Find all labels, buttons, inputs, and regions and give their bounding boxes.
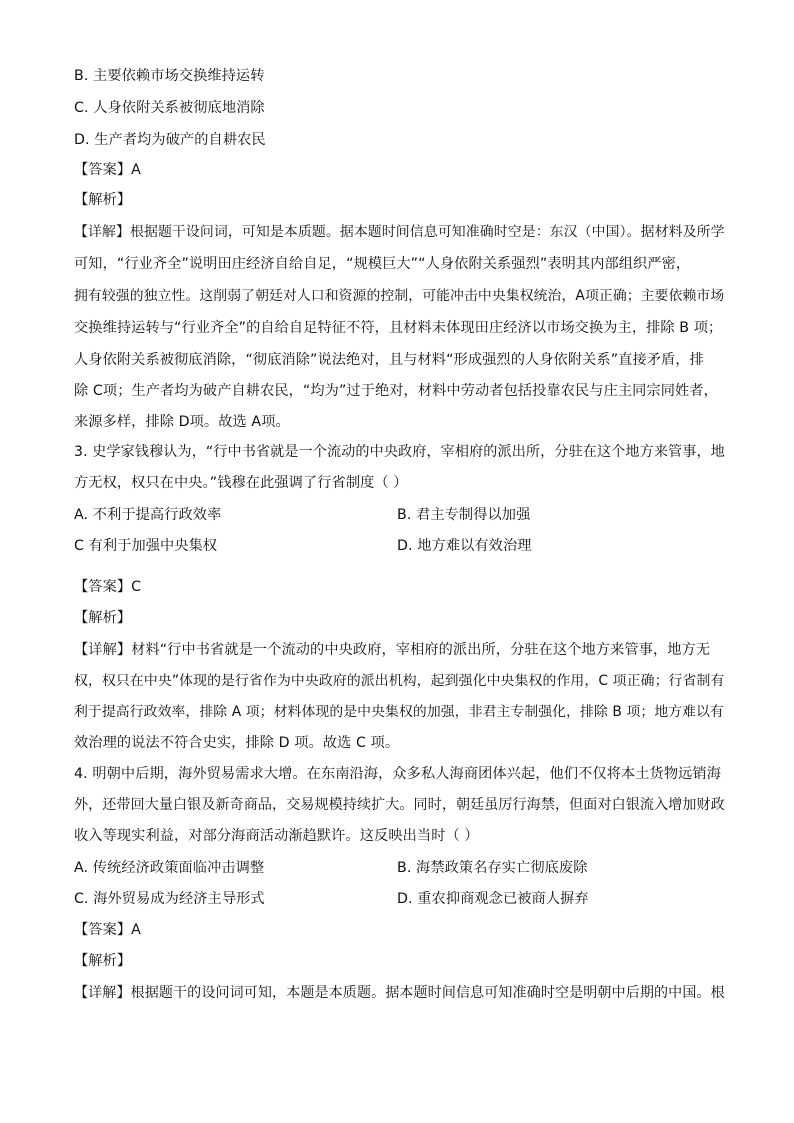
q4-answer: 【答案】A [74,922,141,938]
q3-detail-line: 利于提高行政效率，排除 A 项；材料体现的是中央集权的加强，非君主专制强化，排除 B 项；地方难以有 [74,704,724,720]
q2-detail-line: 拥有较强的独立性。这削弱了朝廷对人口和资源的控制，可能冲击中央集权统治，A项正确；主要依赖市场 [74,288,725,304]
q2-option-b: B. 主要依赖市场交换维持运转 [74,68,265,84]
q3-option-d: D. 地方难以有效治理 [397,538,532,554]
q4-option-b: B. 海禁政策名存实亡彻底废除 [397,860,588,876]
q3-analysis-label: 【解析】 [74,610,132,626]
q3-detail-line: 效治理的说法不符合史实，排除 D 项。故选 C 项。 [74,735,400,751]
q4-option-a: A. 传统经济政策面临冲击调整 [74,860,265,876]
q4-stem-line: 收入等现实利益，对部分海商活动渐趋默许。这反映出当时（ ） [74,828,479,844]
q3-option-a: A. 不利于提高行政效率 [74,507,222,523]
q4-analysis-label: 【解析】 [74,953,132,969]
q4-detail-line: 【详解】根据题干的设问词可知，本题是本质题。据本题时间信息可知准确时空是明朝中后期的中国。根 [74,985,725,1001]
q4-option-c: C. 海外贸易成为经济主导形式 [74,891,265,907]
q2-analysis-label: 【解析】 [74,192,132,208]
q2-detail-line: 可知，“行业齐全”说明田庄经济自给自足，“规模巨大”“人身依附关系强烈”表明其内部组织严密， [74,256,691,272]
q2-option-d: D. 生产者均为破产的自耕农民 [74,132,266,148]
q3-stem-line: 3. 史学家钱穆认为，“行中书省就是一个流动的中央政府，宰相府的派出所，分驻在这个地方来管事，地 [74,444,725,460]
q3-stem-line: 方无权，权只在中央。”钱穆在此强调了行省制度（ ） [74,475,408,491]
q2-option-c: C. 人身依附关系被彻底地消除 [74,100,265,116]
q4-stem-line: 外，还带回大量白银及新奇商品，交易规模持续扩大。同时，朝廷虽厉行海禁，但面对白银流入增加财政 [74,797,725,813]
q3-detail-line: 权，权只在中央”体现的是行省作为中央政府的派出机构，起到强化中央集权的作用，C 项正确；行省制有 [74,673,725,689]
q4-option-d: D. 重农抑商观念已被商人摒弃 [397,891,589,907]
q2-detail-line: 来源多样，排除 D项。故选 A项。 [74,414,290,430]
q3-option-b: B. 君主专制得以加强 [397,507,531,523]
q3-detail-line: 【详解】材料“行中书省就是一个流动的中央政府，宰相府的派出所，分驻在这个地方来管事，地方无 [74,642,711,658]
q3-option-c: C 有利于加强中央集权 [74,538,218,554]
q2-detail-line: 【详解】根据题干设问词，可知是本质题。据本题时间信息可知准确时空是：东汉（中国）。据材料及所学 [74,224,725,240]
q2-detail-line: 交换维持运转与“行业齐全”的自给自足特征不符，且材料未体现田庄经济以市场交换为主，排除 B 项； [74,320,723,336]
q2-detail-line: 除 C项；生产者均为破产自耕农民，“均为”过于绝对，材料中劳动者包括投靠农民与庄主同宗同姓者， [74,383,718,399]
q4-stem-line: 4. 明朝中后期，海外贸易需求大增。在东南沿海，众多私人海商团体兴起，他们不仅将本土货物远销海 [74,766,721,782]
q3-answer: 【答案】C [74,579,142,595]
q2-answer: 【答案】A [74,162,141,178]
q2-detail-line: 人身依附关系被彻底消除，“彻底消除”说法绝对，且与材料“形成强烈的人身依附关系”直接矛盾，排 [74,352,704,368]
